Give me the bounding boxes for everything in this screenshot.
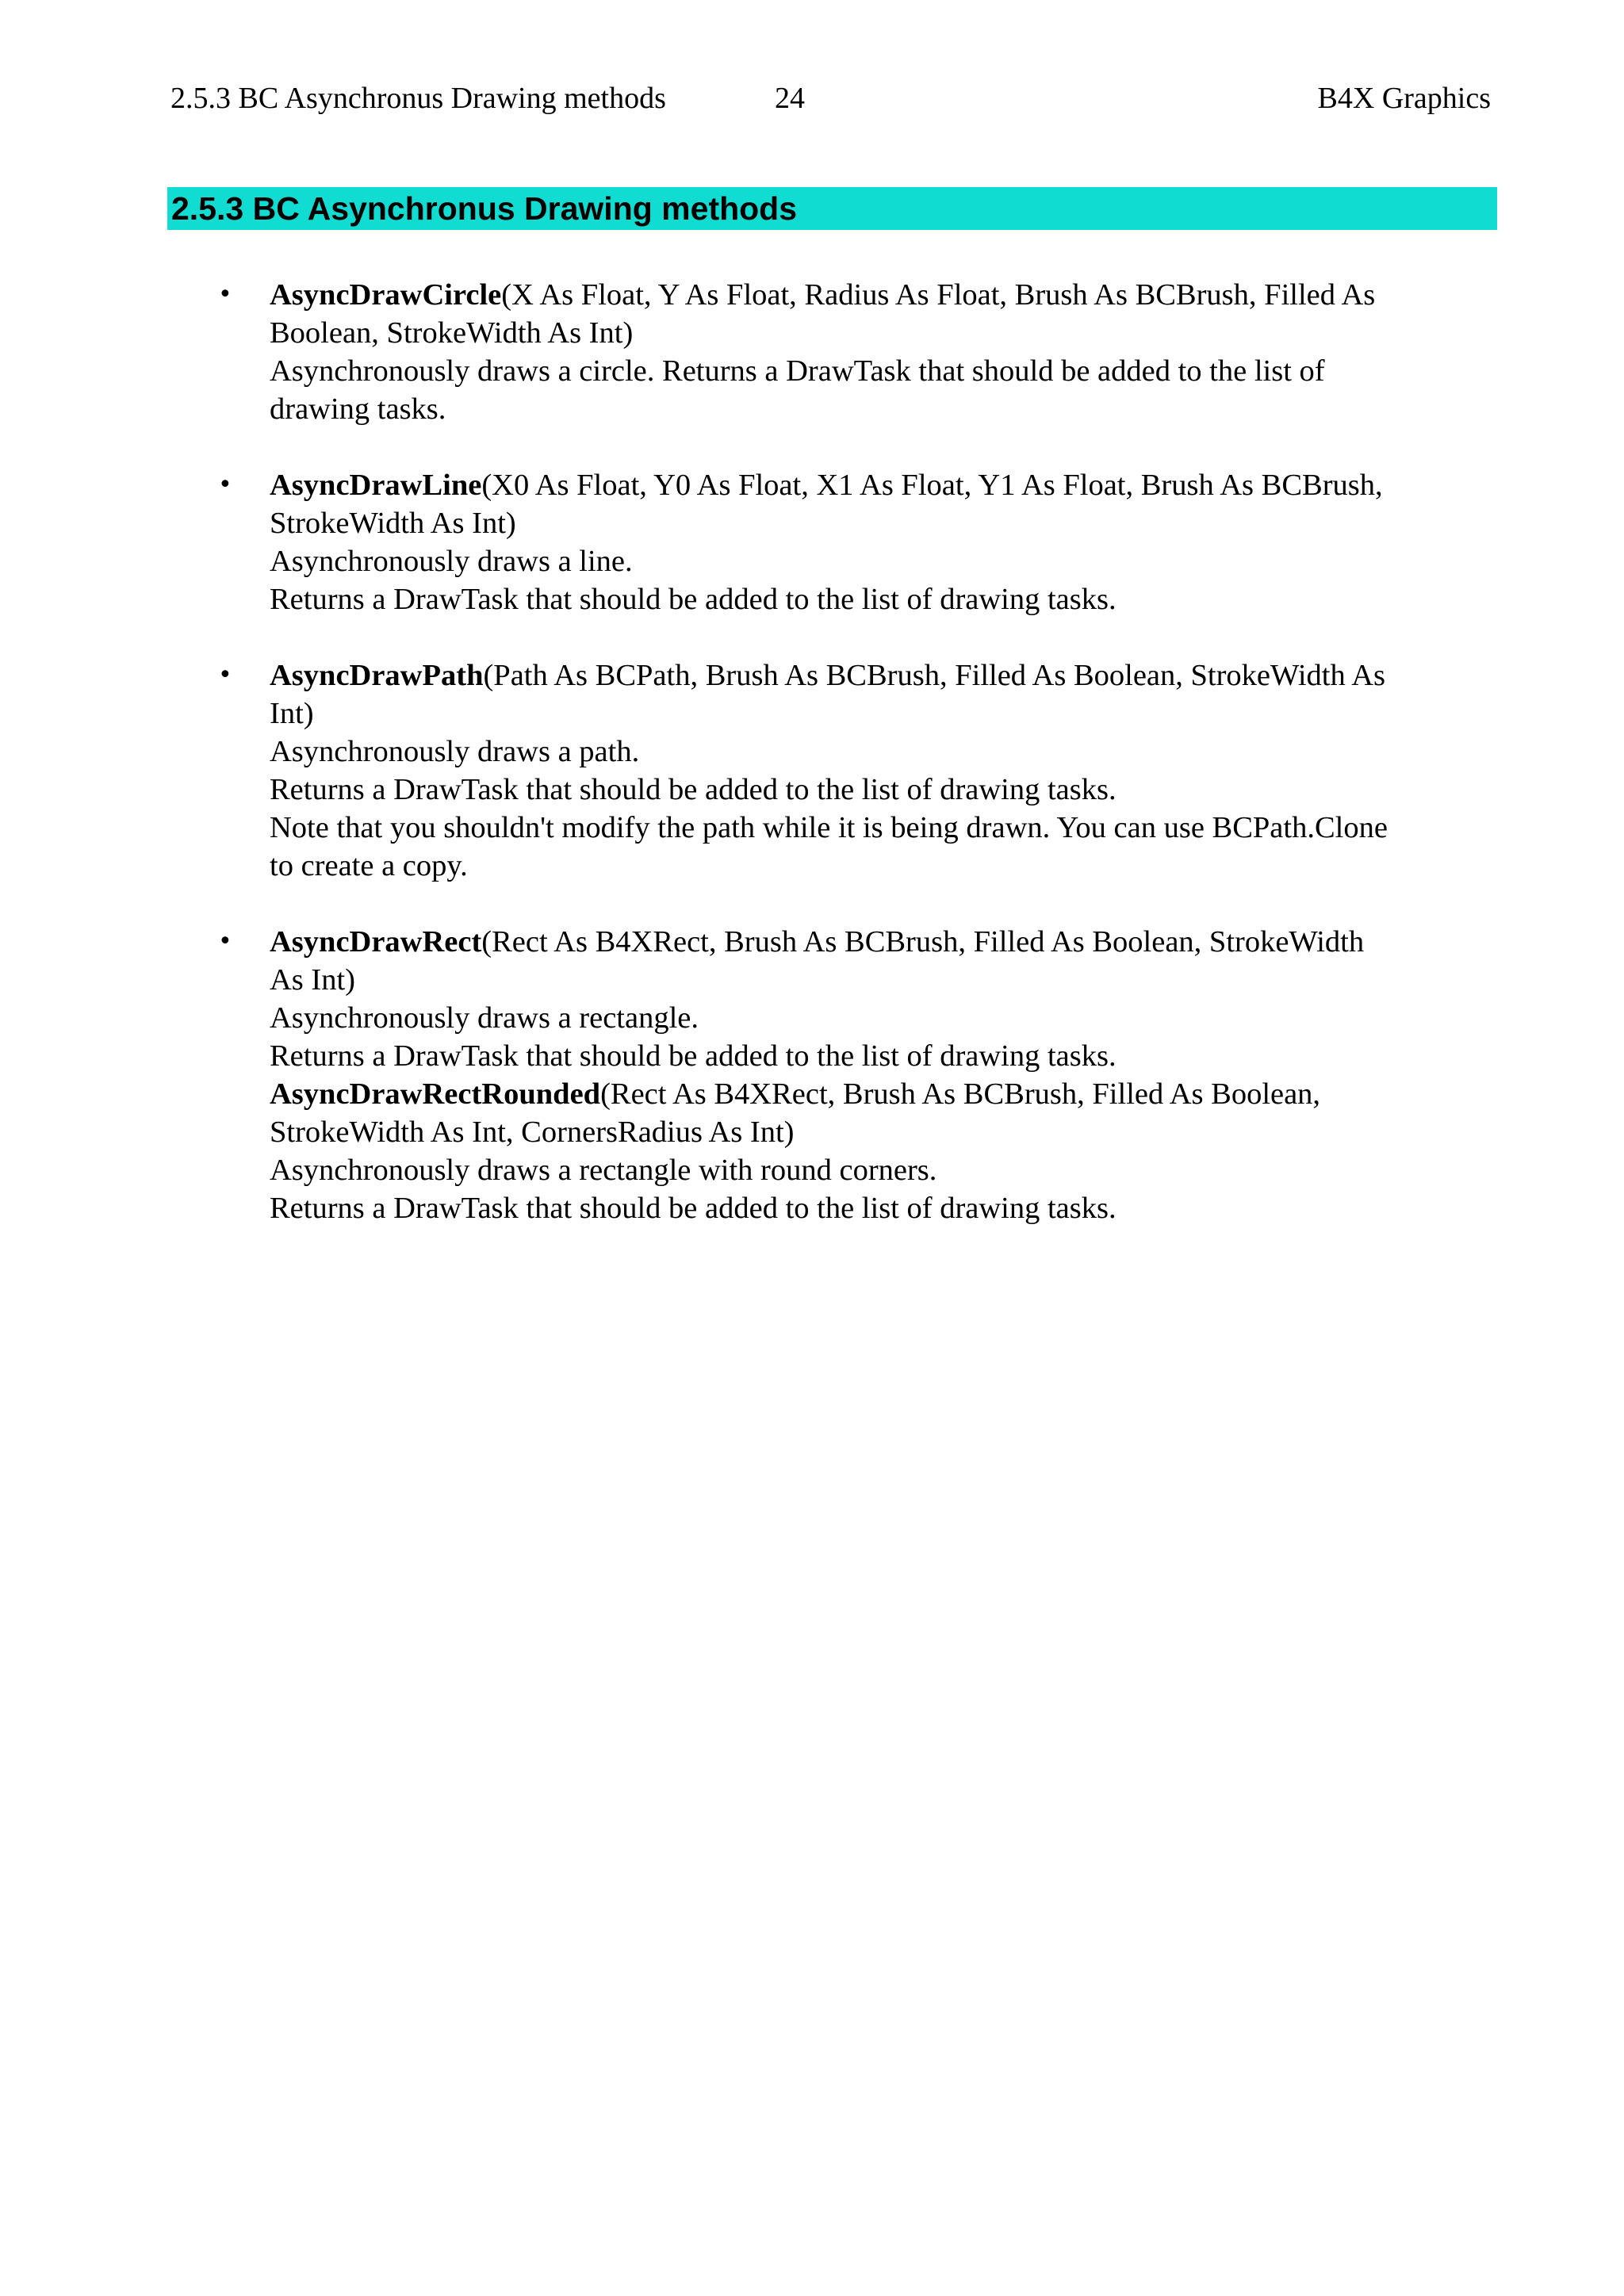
method-description: Returns a DrawTask that should be added to the list of drawing tasks. [270, 583, 1116, 616]
method-name: AsyncDrawRect [270, 925, 482, 959]
method-signature [270, 923, 1497, 961]
bullet-icon: • [218, 281, 232, 308]
method-params: (Path As BCPath, Brush As BCBrush, Filled As Boolean, StrokeWidth As [483, 659, 1386, 692]
method-params-continued: StrokeWidth As Int, CornersRadius As Int) [270, 1115, 795, 1149]
method-description: Returns a DrawTask that should be added to the list of drawing tasks. [270, 1039, 1116, 1073]
bullet-icon: • [218, 928, 232, 955]
method-description: Returns a DrawTask that should be added to the list of drawing tasks. [270, 1192, 1116, 1225]
method-description: Asynchronously draws a rectangle with round corners. [270, 1154, 937, 1187]
bullet-icon: • [218, 471, 232, 499]
method-params: (Rect As B4XRect, Brush As BCBrush, Filled As Boolean, [600, 1077, 1321, 1111]
method-name: AsyncDrawRectRounded [270, 1077, 601, 1111]
method-params: (Rect As B4XRect, Brush As BCBrush, Filled As Boolean, StrokeWidth [481, 925, 1365, 959]
method-name: AsyncDrawCircle [270, 278, 502, 312]
method-item-async-draw-line [218, 466, 1497, 618]
method-item-async-draw-path [218, 656, 1497, 885]
method-description: Note that you shouldn't modify the path while it is being drawn. You can use BCPath.Clone [270, 811, 1388, 844]
method-description: Asynchronously draws a line. [270, 545, 633, 578]
bullet-icon: • [218, 661, 232, 689]
section-heading: 2.5.3 BC Asynchronus Drawing methods [167, 187, 1497, 230]
method-params-continued: Boolean, StrokeWidth As Int) [270, 316, 634, 350]
method-params-continued: As Int) [270, 963, 355, 997]
method-description: Asynchronously draws a circle. Returns a DrawTask that should be added to the list of [270, 354, 1325, 388]
method-description: Asynchronously draws a rectangle. [270, 1001, 699, 1035]
method-signature [270, 466, 1497, 504]
method-description: Returns a DrawTask that should be added to the list of drawing tasks. [270, 773, 1116, 806]
page-number: 24 [775, 82, 805, 115]
method-description: to create a copy. [270, 849, 468, 882]
method-signature [270, 656, 1497, 695]
method-params: (X As Float, Y As Float, Radius As Float, Brush As BCBrush, Filled As [501, 278, 1376, 312]
header-section-title: 2.5.3 BC Asynchronus Drawing methods [170, 82, 666, 115]
method-description: Asynchronously draws a path. [270, 735, 640, 768]
method-signature [270, 276, 1497, 314]
method-description: drawing tasks. [270, 392, 446, 426]
method-name: AsyncDrawPath [270, 659, 484, 692]
header-book-title: B4X Graphics [1317, 82, 1491, 115]
method-params-continued: Int) [270, 697, 314, 730]
method-item-async-draw-circle [218, 276, 1497, 428]
method-item-async-draw-rect [218, 923, 1497, 1227]
page-header [170, 76, 1491, 121]
method-params-continued: StrokeWidth As Int) [270, 507, 516, 540]
method-name: AsyncDrawLine [270, 469, 482, 502]
method-params: (X0 As Float, Y0 As Float, X1 As Float, Y1 As Float, Brush As BCBrush, [481, 469, 1383, 502]
method-list [218, 276, 1497, 1265]
method-signature [270, 1075, 1497, 1113]
